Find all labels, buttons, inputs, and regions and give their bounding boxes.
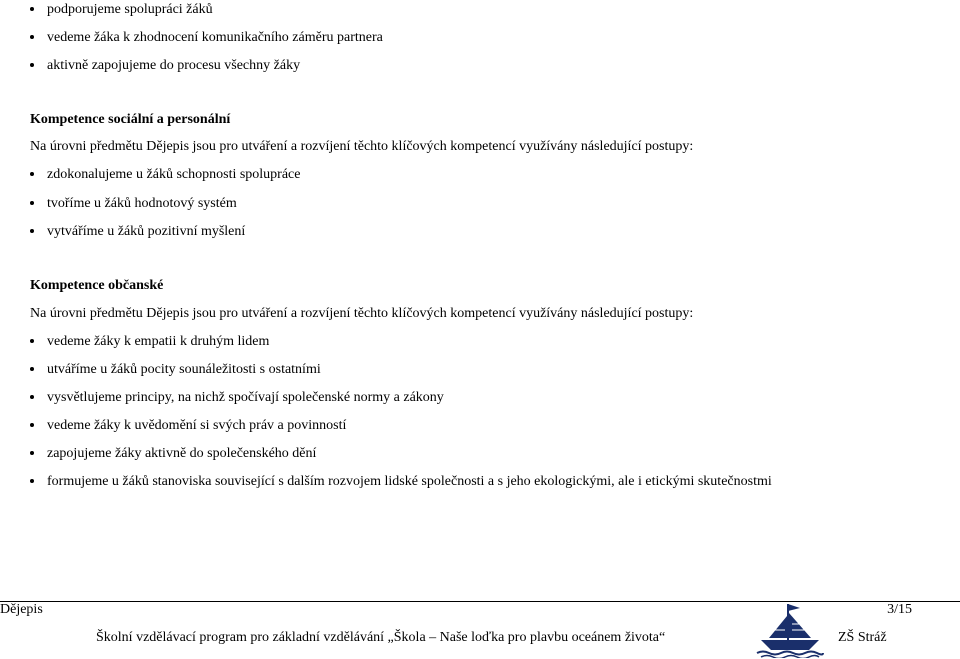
section-heading-social: Kompetence sociální a personální [30,112,231,127]
list-item [30,361,321,378]
list-item-text: aktivně zapojujeme do procesu všechny žáky [47,58,301,73]
bullet-icon [30,479,34,483]
bullet-icon [30,35,34,39]
list-item-text: vedeme žáky k empatii k druhým lidem [47,334,270,349]
list-item-text: vysvětlujeme principy, na nichž spočívají společenské normy a zákony [47,390,444,405]
bullet-icon [30,229,34,233]
list-item-text: vedeme žáky k uvědomění si svých práv a povinností [47,418,347,433]
bullet-icon [30,451,34,455]
list-item [30,417,346,434]
list-item-text: utváříme u žáků pocity sounáležitosti s ostatními [47,362,321,377]
sailboat-logo-icon [755,600,825,658]
bullet-icon [30,395,34,399]
list-item-text: vytváříme u žáků pozitivní myšlení [47,224,246,239]
list-item-text: podporujeme spolupráci žáků [47,2,213,17]
list-item [30,29,383,46]
list-item [30,223,245,240]
bullet-icon [30,63,34,67]
bullet-icon [30,339,34,343]
list-item [30,473,772,490]
list-item [30,333,269,350]
bullet-icon [30,367,34,371]
list-item-text: zdokonalujeme u žáků schopnosti spolupráce [47,167,301,182]
bullet-icon [30,201,34,205]
bullet-icon [30,7,34,11]
list-item [30,1,213,18]
section-heading-civic: Kompetence občanské [30,278,164,293]
list-item [30,195,237,212]
footer-subject: Dějepis [0,602,43,617]
page-number: 3/15 [887,602,912,617]
list-item [30,166,300,183]
list-item [30,445,316,462]
list-item-text: tvoříme u žáků hodnotový systém [47,196,237,211]
bullet-icon [30,172,34,176]
footer-program-title: Školní vzdělávací program pro základní vzdělávání „Škola – Naše loďka pro plavbu oceánem života“ [96,630,666,645]
list-item [30,389,444,406]
list-item-text: zapojujeme žáky aktivně do společenského dění [47,446,317,461]
list-item [30,57,300,74]
list-item-text: formujeme u žáků stanoviska související s dalším rozvojem lidské společnosti a s jeho ekologickými, ale i etickými skutečnostmi [47,474,772,489]
bullet-icon [30,423,34,427]
list-item-text: vedeme žáka k zhodnocení komunikačního záměru partnera [47,30,383,45]
section-intro-civic: Na úrovni předmětu Dějepis jsou pro utváření a rozvíjení těchto klíčových kompetencí využívány následující postupy: [30,306,694,321]
section-intro-social: Na úrovni předmětu Dějepis jsou pro utváření a rozvíjení těchto klíčových kompetencí využívány následující postupy: [30,139,694,154]
footer-school-name: ZŠ Stráž [838,630,887,645]
